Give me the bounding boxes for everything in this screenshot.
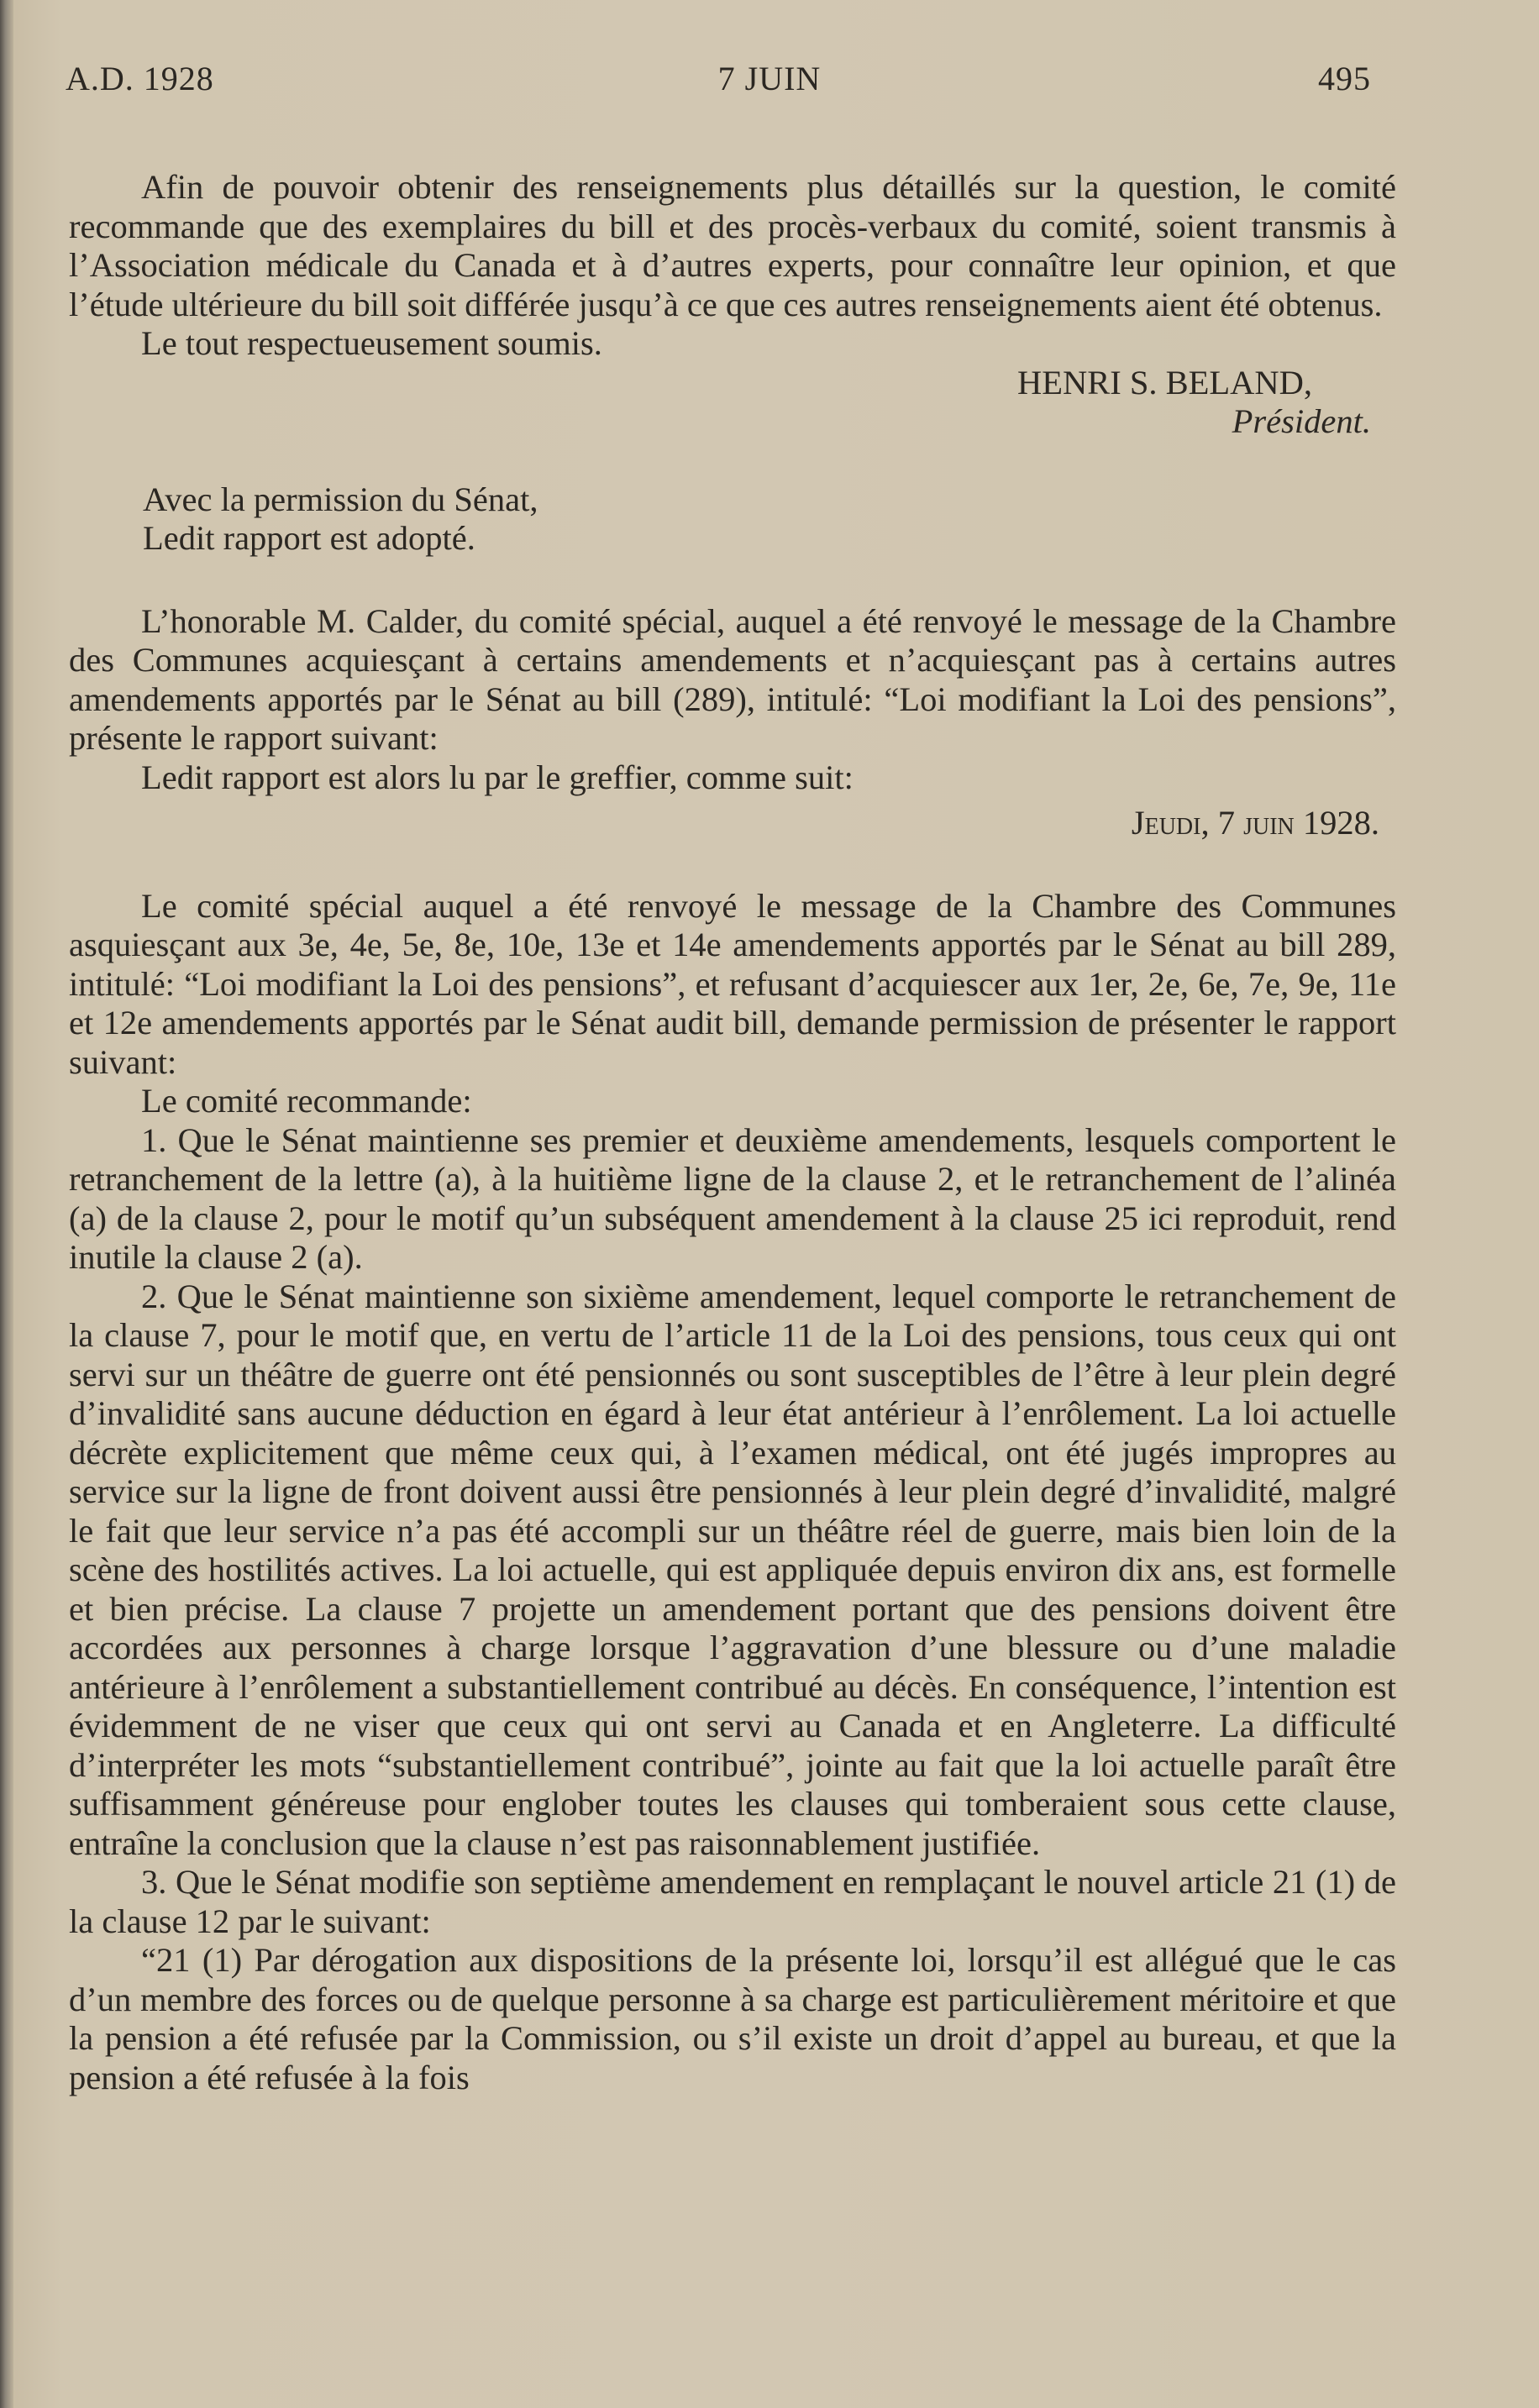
recommendation-2: 2. Que le Sénat maintienne son sixième amendement, lequel comporte le retranchement de la clause 7, pour le motif que, en vertu de l’article 11 de la Loi des pensions, tous ceux qui ont servi sur un théâtre de guerre ont été pensionnés ou sont susceptibles de l’être à leur plein degré d’invalidité sans aucune déduction en égard à leur état antérieur à l’enrôlement. La loi actuelle décrète explicitement que même ceux qui, à l’examen médical, ont été jugés impropres au service sur la ligne de front doivent aussi être pensionnés à leur plein degré d’invalidité, malgré le fait que leur service n’a pas été accompli sur un théâtre réel de guerre, mais bien loin de la scène des hostilités actives. La loi actuelle, qui est appliquée depuis environ dix ans, est formelle et bien précise. La clause 7 projette un amendement portant que des pensions doivent être accordées aux personnes à charge lorsque l’aggravation d’une blessure ou d’une maladie antérieure à l’enrôlement a substantiellement contribué au décès. En conséquence, l’intention est évidemment de ne viser que ceux qui ont servi au Canada et en Angleterre. La difficulté d’interpréter les mots “substantiellement contribué”, jointe au fait que la loi actuelle paraît être suffisamment généreuse pour englober toutes les clauses qui tomberaient sous cette clause, entraîne la conclusion que la clause n’est pas raisonnablement justifiée.: [69, 1277, 1396, 1862]
paragraph-read: Ledit rapport est alors lu par le greffier, comme suit:: [141, 758, 854, 796]
paragraph-permission: Avec la permission du Sénat,: [143, 480, 538, 518]
header-year: A.D. 1928: [66, 60, 214, 97]
header-date: 7 JUIN: [717, 60, 822, 97]
paragraph-calder: L’honorable M. Calder, du comité spécial, auquel a été renvoyé le message de la Chambre des Communes acquiesçant à certains amendements et n’acquiesçant pas à certains autres amendements apportés par le Sénat au bill (289), intitulé: “Loi modifiant la Loi des pensions”, présente le rapport suivant:: [69, 601, 1396, 757]
paragraph-submitted: Le tout respectueusement soumis.: [141, 324, 602, 362]
paragraph-committee: Le comité spécial auquel a été renvoyé le message de la Chambre des Communes asquiesçant aux 3e, 4e, 5e, 8e, 10e, 13e et 14e amendements apportés par le Sénat au bill 289, intitulé: “Loi modifiant la Loi des pensions”, et refusant d’acquiescer aux 1er, 2e, 6e, 7e, 9e, 11e et 12e amendements apportés par le Sénat audit bill, demande permission de présenter le rapport suivant:: [69, 886, 1396, 1081]
page-number: 495: [1318, 60, 1371, 97]
document-body: [69, 168, 1396, 2097]
paragraph-adopted: Ledit rapport est adopté.: [143, 519, 475, 557]
paragraph-recommendation: Afin de pouvoir obtenir des renseignements plus détaillés sur la question, le comité recommande que des exemplaires du bill et des procès-verbaux du comité, soient transmis à l’Association médicale du Canada et à d’autres experts, pour connaître leur opinion, et que l’étude ultérieure du bill soit différée jusqu’à ce que ces autres renseignements aient été obtenus.: [69, 168, 1396, 323]
page-binding-edge: [0, 0, 13, 2408]
recommendation-3: 3. Que le Sénat modifie son septième amendement en remplaçant le nouvel article 21 (1) de la clause 12 par le suivant:: [69, 1863, 1396, 1940]
article-21-text: “21 (1) Par dérogation aux dispositions de la présente loi, lorsqu’il est allégué que le cas d’un membre des forces ou de quelque personne à sa charge est particulièrement méritoire et que la pension a été refusée par la Commission, ou s’il existe un droit d’appel au bureau, et que la pension a été refusée à la fois: [69, 1941, 1396, 2096]
recommendation-1: 1. Que le Sénat maintienne ses premier et deuxième amendements, lesquels comportent le retranchement de la lettre (a), à la huitième ligne de la clause 2, et le retranchement de l’alinéa (a) de la clause 2, pour le motif qu’un subséquent amendement à la clause 25 ici reproduit, rend inutile la clause 2 (a).: [69, 1120, 1396, 1276]
signature-name: HENRI S. BELAND,: [1017, 363, 1312, 401]
report-date: Jeudi, 7 juin 1928.: [1131, 804, 1379, 842]
paragraph-recommends: Le comité recommande:: [141, 1082, 472, 1120]
signature-title: Président.: [1232, 402, 1371, 440]
